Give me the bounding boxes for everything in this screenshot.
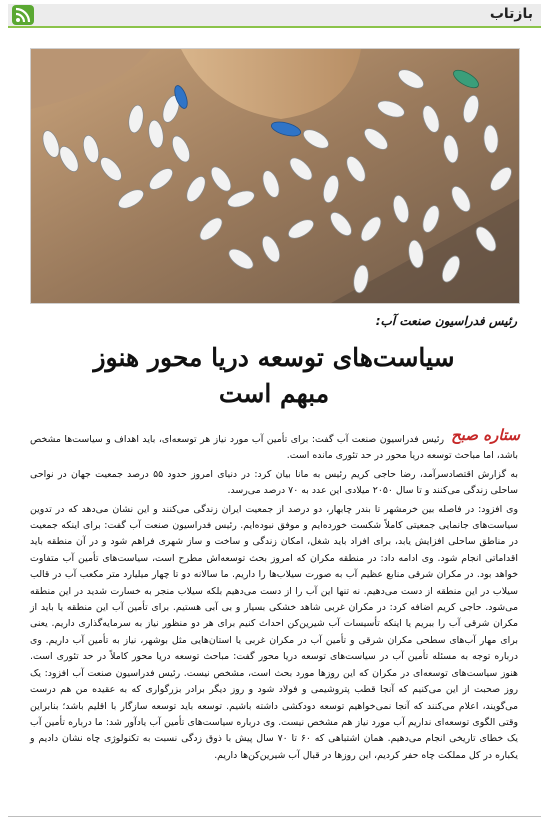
- rss-icon: [12, 5, 34, 25]
- paragraph-1: رئیس فدراسیون صنعت آب گفت: برای تأمین آب مورد نیاز هر توسعه‌ای، باید اهداف و سیاست‌ها مشخص باشد، اما مباحث توسعه دریا محور در حد تئوری مانده است.: [30, 434, 518, 462]
- headline-line-2: مبهم است: [218, 379, 330, 408]
- paragraph-2: به گزارش اقتصادسرآمد، رضا حاجی کریم رئیس به مانا بیان کرد: در دنیای امروز حدود ۵۵ درصد جمعیت جهان در نواحی ساحلی زندگی می‌کنند و تا سال ۲۰۵۰ میلادی این عدد به ۷۰ درصد می‌رسد.: [30, 468, 518, 497]
- paragraph-3: وی افزود: در فاصله بین خرمشهر تا بندر چابهار، دو درصد از جمعیت ایران زندگی می‌کنند و این نشان می‌دهد که در تدوین سیاست‌های جانمایی جمعیتی کاملاً شکست خورده‌ایم و موفق نبوده‌ایم. رئیس فدراسیون صنعت آب گفت: برای اینکه جمعیت در مناطق ساحلی افزایش یابد، برای افراد باید شغل، امکان زندگی و ساخت و ساز شهری فراهم شود و در آن منطقه باید اقداماتی انجام شود. وی ادامه داد: در منطقه مکران که امروز بحث توسعه‌اش مطرح است، سیاست‌های تأمین آب متفاوت خواهد بود. در مکران شرقی منابع عظیم آب به صورت سیلاب‌ها را داریم. ما سالانه دو تا چهار میلیارد متر مکعب آب در قالب سیلاب در این منطقه از دست می‌دهیم. نه تنها این آب را از دست می‌دهیم بلکه سیلاب منجر به خسارت شدید در این منطقه می‌شود. حاجی کریم اضافه کرد: در مکران غربی شاهد خشکی بسیار و بی آبی هستیم. برای تأمین آب این منطقه یا باید از مکران شرقی آب را ببریم یا اینکه تأسیسات آب شیرین‌کن احداث کنیم برای هر دو منظور نیاز به سرمایه‌گذاری داریم. یعنی برای مهار آب‌های سطحی مکران شرقی و تأمین آب در مکران غربی یا استان‌هایی مثل بوشهر، نیاز به تأمین آب داریم. وی درباره توجه به مسئله تأمین آب در سیاست‌های توسعه دریا محور گفت: مباحث توسعه دریا محور کاملاً در حد تئوری است. هنوز سیاست‌های توسعه‌ای در مکران که این روزها مورد بحث است، مشخص نیست. رئیس فدراسیون صنعت آب افزود: یک روز صحبت از این می‌کنیم که آنجا قطب پتروشیمی و فولاد شود و روز دیگر برادر بزرگواری که به عقیده من هم درست می‌گویند، اعلام می‌کنند که آنجا نمی‌خواهیم توسعه دودکشی داشته باشیم. توسعه باید توسعه سازگار با اقلیم باشد؛ بنابراین وقتی الگوی توسعه‌ای نداریم آب مورد نیاز هم مشخص نیست. وی درباره سیاست‌های تأمین آب یادآور شد: ما درباره تأمین آب یک خطای تاریخی انجام می‌دهیم. همان اشتباهی که ۶۰ تا ۷۰ سال پیش با ذوق زدگی نسبت به تکنولوژی چاه نشان دادیم و یکباره در کل مملکت چاه حفر کردیم، این روزها در قبال آب شیرین‌کن‌ها داریم.: [30, 503, 518, 761]
- bottom-divider: [8, 816, 541, 817]
- article-kicker: رئیس فدراسیون صنعت آب:: [375, 314, 517, 328]
- section-header-bar: [8, 4, 541, 28]
- headline-line-1: سیاست‌های توسعه دریا محور هنوز: [93, 343, 455, 372]
- article-body: [30, 432, 518, 766]
- source-logo: ستاره صبح: [451, 426, 520, 444]
- section-label: بازتاب: [489, 6, 533, 22]
- article-headline: [30, 340, 518, 412]
- beach-boats-photo: [30, 48, 520, 304]
